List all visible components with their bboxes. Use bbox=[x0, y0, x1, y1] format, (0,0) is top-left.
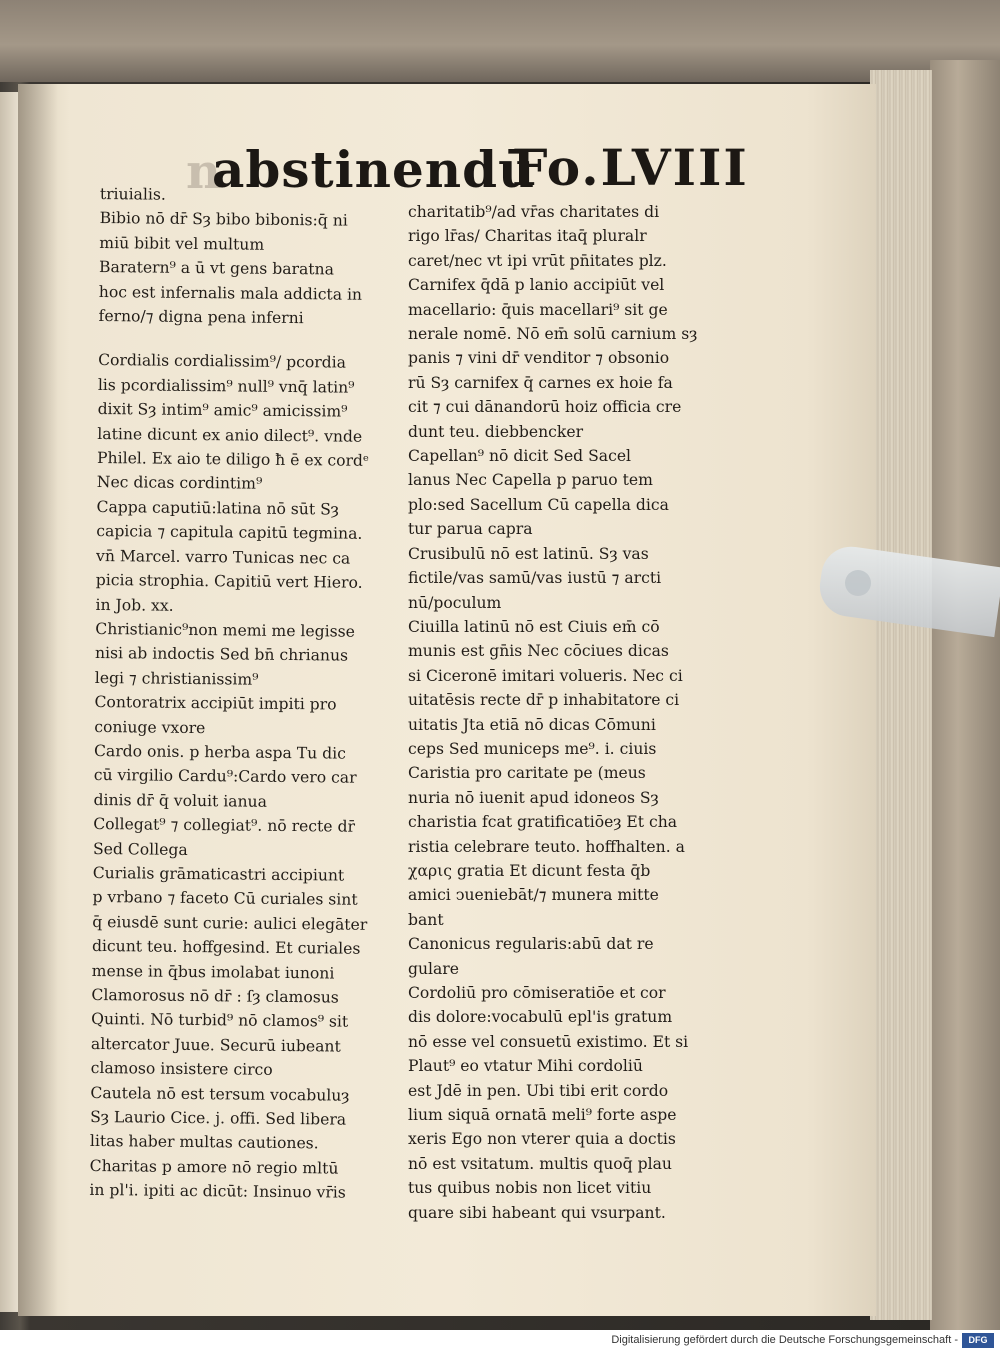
page-edges bbox=[870, 70, 932, 1320]
running-title: abstinendū bbox=[212, 140, 536, 199]
text-line: χαρις gratia Et dicunt festa q̄b bbox=[408, 861, 651, 880]
text-line: vn̄ Marcel. varro Tunicas nec ca bbox=[95, 546, 351, 568]
text-line: nō est vsitatum. multis quoq̄ plau bbox=[408, 1154, 672, 1173]
text-line: Cautela nō est tersum vocabuluȝ bbox=[90, 1083, 350, 1105]
text-line: charistia fcat gratificatiōeȝ Et cha bbox=[408, 813, 678, 832]
folio-number: Fo.LVIII bbox=[512, 138, 749, 197]
text-line: miū bibit vel multum bbox=[99, 233, 265, 254]
text-line: Charitas p amore nō regio mltū bbox=[89, 1156, 339, 1178]
text-line: Nec dicas cordintim⁹ bbox=[96, 473, 263, 494]
text-line: Quinti. Nō turbid⁹ nō clamos⁹ sit bbox=[91, 1010, 349, 1032]
text-line: Cappa caputiū:latina nō sūt Sȝ bbox=[96, 497, 340, 519]
text-line: nerale nomē. Nō em̄ solū carnium sȝ bbox=[408, 325, 698, 344]
text-line: Carnifex q̄dā p lanio accipiūt vel bbox=[408, 276, 665, 295]
text-line: hoc est infernalis mala addicta in bbox=[98, 282, 363, 304]
text-line: Baratern⁹ a ū vt gens baratna bbox=[99, 258, 335, 279]
text-line: clamoso insistere circo bbox=[90, 1059, 273, 1080]
text-line: Philel. Ex aio te diligo ħ ē ex cordᵉ bbox=[97, 449, 370, 470]
text-line: q̄ eiusdē sunt curie: aulici elegāter bbox=[92, 912, 368, 934]
text-line: Caristia pro caritate pe (meus bbox=[408, 764, 646, 783]
text-line: Bibio nō dr̄ Sȝ bibo bibonis:q̄ ni bbox=[99, 209, 348, 231]
text-line: lium siquā ornatā meli⁹ forte aspe bbox=[408, 1106, 677, 1125]
text-line: Crusibulū nō est latinū. Sȝ vas bbox=[408, 544, 649, 563]
text-line: in Job. xx. bbox=[95, 595, 174, 615]
text-line: Clamorosus nō dr̄ : ſȝ clamosus bbox=[91, 985, 339, 1007]
text-line: mense in q̄bus imolabat iunoni bbox=[91, 961, 335, 983]
text-line: lanus Nec Capella p paruo tem bbox=[408, 471, 653, 490]
text-line: capicia ⁊ capitula capitū tegmina. bbox=[96, 522, 363, 544]
book-cover-top bbox=[0, 0, 1000, 82]
text-line: Cordoliū pro cōmiseratiōe et cor bbox=[408, 984, 666, 1002]
text-line: Cordialis cordialissim⁹/ pcordia bbox=[98, 351, 347, 373]
header-bleedthrough-mark: n bbox=[186, 144, 221, 200]
text-line: nuria nō iuenit apud idoneos Sȝ bbox=[408, 788, 659, 807]
gutter-shadow bbox=[18, 84, 58, 1316]
text-line: Ciuilla latinū nō est Ciuis em̄ cō bbox=[408, 617, 660, 636]
text-line: ristia celebrare teuto. hoffhalten. a bbox=[408, 837, 685, 856]
text-line: dis dolore:vocabulū epl'is gratum bbox=[408, 1008, 673, 1027]
footer-bar bbox=[0, 1330, 1000, 1352]
text-line: nō esse vel consuetū existimo. Et si bbox=[408, 1032, 689, 1051]
text-line: uitatēsis recte dr̄ p inhabitatore ci bbox=[408, 691, 680, 710]
text-line: bant bbox=[408, 910, 444, 929]
text-line: fictile/vas samū/vas iustū ⁊ arcti bbox=[408, 569, 662, 588]
text-line: cit ⁊ cui dānandorū hoiz officia cre bbox=[408, 398, 682, 417]
text-line: litas haber multas cautiones. bbox=[89, 1132, 319, 1153]
text-line: latine dicunt ex anio dilect⁹. vnde bbox=[97, 424, 363, 446]
text-line: munis est gn̄is Nec cōciues dicas bbox=[408, 642, 669, 661]
text-line: rū Sȝ carnifex q̄ carnes ex hoie fa bbox=[408, 373, 673, 392]
text-line: Contoratrix accipiūt impiti pro bbox=[94, 693, 337, 714]
text-line: nisi ab indoctis Sed bn̄ chrianus bbox=[94, 644, 349, 665]
text-line: p vrbano ⁊ faceto Cū curiales sint bbox=[92, 888, 358, 910]
text-line: quare sibi habeant qui vsurpant. bbox=[408, 1203, 666, 1222]
text-line: uitatis Jta etiā nō dicas Cōmuni bbox=[408, 715, 656, 734]
text-line: dixit Sȝ intim⁹ amic⁹ amicissim⁹ bbox=[97, 400, 348, 421]
text-line: Christianic⁹non memi me legisse bbox=[95, 619, 355, 641]
text-line: macellario: q̄uis macellari⁹ sit ge bbox=[408, 300, 668, 319]
book-cover-right bbox=[930, 60, 1000, 1330]
text-line: nū/poculum bbox=[408, 593, 502, 612]
text-line: picia strophia. Capitiū vert Hiero. bbox=[95, 571, 363, 592]
text-line: amici ↄueniebāt/⁊ munera mitte bbox=[408, 886, 659, 905]
text-line: gulare bbox=[408, 959, 459, 978]
text-line: tur parua capra bbox=[408, 520, 533, 539]
text-line: ceps Sed municeps me⁹. i. ciuis bbox=[408, 739, 657, 758]
text-line: Curialis grāmaticastri accipiunt bbox=[92, 863, 345, 885]
text-line: triuialis. bbox=[99, 184, 166, 204]
text-line: altercator Juue. Securū iubeant bbox=[90, 1034, 341, 1056]
text-line: Sed Collega bbox=[92, 839, 188, 859]
text-line: Collegat⁹ ⁊ collegiat⁹. nō recte dr̄ bbox=[93, 815, 356, 836]
text-line: Sȝ Laurio Cice. j. offi. Sed libera bbox=[90, 1107, 347, 1129]
text-line: Canonicus regularis:abū dat re bbox=[408, 935, 654, 954]
text-line: cū virgilio Cardu⁹:Cardo vero car bbox=[93, 766, 357, 788]
text-line: Cardo onis. p herba aspa Tu dic bbox=[93, 741, 347, 763]
facing-page-edge bbox=[0, 92, 18, 1312]
text-line: legi ⁊ christianissim⁹ bbox=[94, 668, 259, 689]
text-line: est Jdē in pen. Ubi tibi erit cordo bbox=[408, 1081, 669, 1100]
text-line: panis ⁊ vini dr̄ venditor ⁊ obsonio bbox=[408, 349, 670, 368]
text-line: tus quibus nobis non licet vitiu bbox=[408, 1179, 652, 1198]
text-line: dinis dr̄ q̄ voluit ianua bbox=[93, 790, 268, 811]
text-line: coniuge vxore bbox=[94, 717, 206, 737]
text-line: dicunt teu. hoffgesind. Et curiales bbox=[91, 937, 361, 958]
text-line: Capellan⁹ nō dicit Sed Sacel bbox=[408, 447, 632, 466]
text-line: lis pcordialissim⁹ null⁹ vnq̄ latin⁹ bbox=[97, 375, 355, 397]
funding-credit: Digitalisierung gefördert durch die Deutsche Forschungsgemeinschaft - bbox=[611, 1334, 958, 1346]
text-line: si Ciceronē imitari volueris. Nec ci bbox=[408, 666, 683, 685]
text-line: ferno/⁊ digna pena inferni bbox=[98, 307, 304, 328]
text-line: rigo lr̄as/ Charitas itaq̄ pluralr bbox=[408, 227, 647, 246]
text-column-left bbox=[89, 182, 400, 1206]
text-line: charitatib⁹/ad vr̄as charitates di bbox=[408, 203, 660, 221]
text-line: in pl'i. ipiti ac dicūt: Insinuo vr̄is bbox=[89, 1181, 346, 1202]
text-line: Plaut⁹ eo vtatur Mihi cordoliū bbox=[408, 1057, 643, 1076]
page-holder-clip-hole bbox=[845, 570, 871, 596]
text-line: caret/nec vt ipi vrūt pn̄itates plz. bbox=[408, 251, 667, 270]
text-line: xeris Ego non vterer quia a doctis bbox=[408, 1130, 676, 1149]
text-line: dunt teu. diebbencker bbox=[408, 422, 584, 441]
text-line: plo:sed Sacellum Cū capella dica bbox=[408, 495, 669, 514]
text-column-right bbox=[408, 200, 708, 1225]
dfg-logo: DFG bbox=[962, 1333, 994, 1348]
